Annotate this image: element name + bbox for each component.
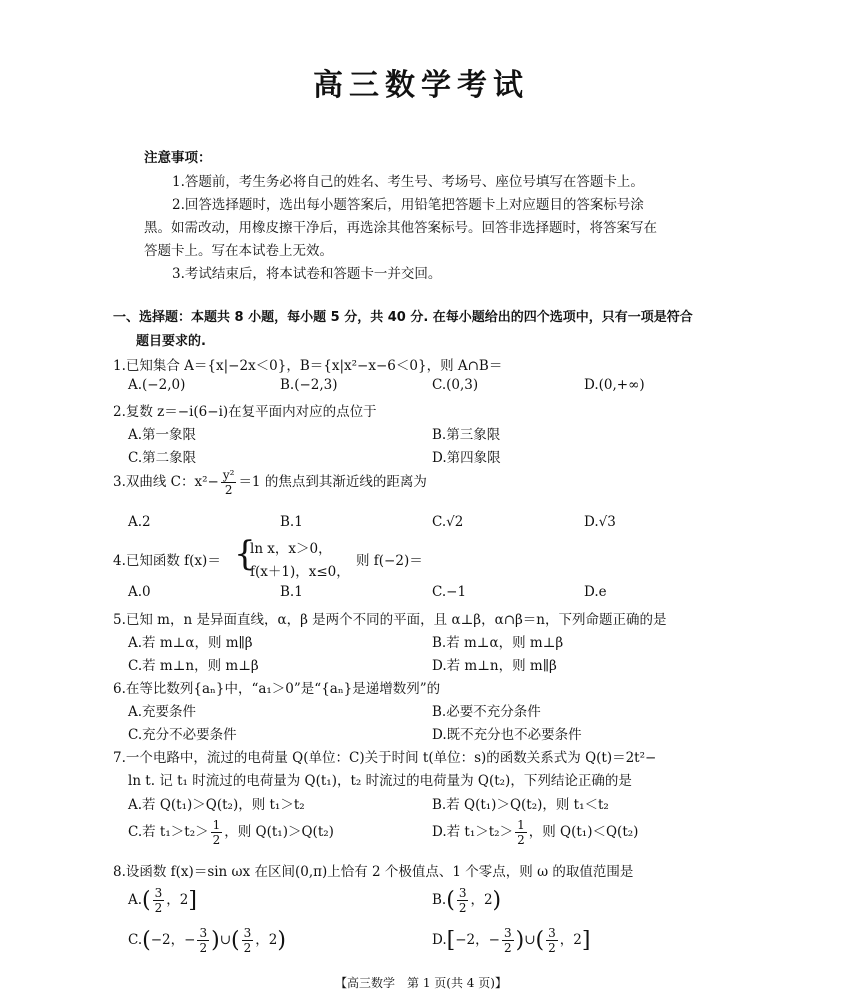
fraction-denominator: 2: [458, 901, 467, 915]
left-bracket: (: [535, 928, 545, 953]
question-3-option-d: D.√3: [584, 514, 616, 530]
notice-line-3: 3.考试结束后，将本试卷和答题卡一并交回。: [172, 266, 442, 282]
question-2-option-c: C.第二象限: [128, 450, 197, 466]
question-5-option-a: A.若 m⊥α，则 m∥β: [128, 635, 253, 651]
option-label: C.: [128, 932, 143, 948]
question-4-case-2: f(x＋1)，x≤0，: [250, 564, 350, 580]
question-3-stem-pre: 3.双曲线 C：x²−: [113, 474, 219, 490]
fraction-denominator: 2: [199, 941, 208, 955]
section-heading-cont: 题目要求的.: [136, 334, 206, 349]
right-bracket: ): [277, 928, 286, 953]
fraction: [197, 926, 209, 955]
fraction-numerator: 3: [503, 926, 512, 940]
fraction-numerator: 3: [548, 926, 556, 940]
question-8-option-c: [128, 926, 286, 955]
question-3-option-c: C.√2: [432, 514, 464, 530]
fraction-denominator: 2: [503, 941, 512, 955]
option-c-fraction: [211, 818, 223, 847]
fraction: [457, 886, 469, 915]
question-4-option-a: A.0: [128, 584, 151, 600]
option-rest: ，2: [255, 932, 278, 948]
notice-line-2: 2.回答选择题时，选出每小题答案后，用铅笔把答题卡上对应题目的答案标号涂: [172, 197, 644, 213]
fraction-numerator: 3: [199, 926, 208, 940]
fraction-denominator: 2: [243, 941, 252, 955]
question-3-stem-post: ＝1 的焦点到其渐近线的距离为: [238, 474, 427, 490]
notice-line-1: 1.答题前，考生务必将自己的姓名、考生号、考场号、座位号填写在答题卡上。: [172, 174, 644, 190]
option-d-pre: D.若 t₁＞t₂＞: [432, 824, 514, 840]
left-bracket: (: [446, 888, 455, 913]
question-3-option-a: A.2: [128, 514, 151, 530]
left-bracket: (: [142, 888, 151, 913]
question-6-stem: 6.在等比数列{aₙ}中，“a₁＞0”是“{aₙ}是递增数列”的: [113, 681, 441, 697]
fraction-numerator: 1: [212, 818, 221, 832]
question-4-option-c: C.−1: [432, 584, 467, 600]
fraction-numerator: 3: [243, 926, 252, 940]
question-4-option-d: D.e: [584, 584, 607, 600]
notice-line-2-cont: 黑。如需改动，用橡皮擦干净后，再选涂其他答案标号。回答非选择题时，将答案写在: [144, 220, 657, 236]
fraction: [546, 926, 558, 955]
question-3-stem: [113, 468, 427, 497]
notice-heading: 注意事项：: [144, 150, 212, 166]
question-2-option-d: D.第四象限: [432, 450, 501, 466]
right-bracket: ): [492, 888, 502, 913]
question-1-option-b: B.(−2,3): [280, 377, 338, 393]
question-4-option-b: B.1: [280, 584, 303, 600]
right-bracket: ): [211, 928, 220, 953]
option-d-post: ，则 Q(t₁)＜Q(t₂): [528, 824, 639, 840]
right-bracket: ): [515, 928, 525, 953]
question-5-option-d: D.若 m⊥n，则 m∥β: [432, 658, 557, 674]
option-label: A.: [128, 892, 143, 908]
question-7-stem-cont: ln t. 记 t₁ 时流过的电荷量为 Q(t₁)，t₂ 时流过的电荷量为 Q(t₂)，下列结论正确的是: [128, 773, 632, 789]
question-7-option-b: B.若 Q(t₁)＞Q(t₂)，则 t₁＜t₂: [432, 797, 609, 813]
fraction-numerator: y²: [222, 468, 235, 482]
question-8-option-b: [432, 886, 501, 915]
interval-start: −2，−: [455, 932, 500, 948]
question-1-option-d: D.(0,+∞): [584, 377, 645, 393]
section-heading: 一、选择题：本题共 8 小题，每小题 5 分，共 40 分. 在每小题给出的四个选项中，只有一项是符合: [113, 310, 693, 325]
question-7-option-a: A.若 Q(t₁)＞Q(t₂)，则 t₁＞t₂: [128, 797, 305, 813]
question-1-stem: 1.已知集合 A＝{x|−2x＜0}，B＝{x|x²−x−6＜0}，则 A∩B＝: [113, 358, 503, 374]
question-3-fraction: [221, 468, 237, 497]
fraction-denominator: 2: [212, 833, 221, 847]
right-bracket: ]: [581, 928, 591, 953]
question-5-option-c: C.若 m⊥n，则 m⊥β: [128, 658, 259, 674]
question-4-stem-pre: 4.已知函数 f(x)＝: [113, 553, 221, 569]
left-bracket: [: [446, 928, 456, 953]
fraction: [502, 926, 514, 955]
question-8-option-a: [128, 886, 197, 915]
question-2-option-a: A.第一象限: [128, 427, 197, 443]
fraction-numerator: 3: [458, 886, 467, 900]
union-symbol: ∪: [524, 932, 536, 948]
right-bracket: ]: [188, 888, 197, 913]
fraction-numerator: 3: [154, 886, 163, 900]
question-5-stem: 5.已知 m，n 是异面直线，α，β 是两个不同的平面，且 α⊥β，α∩β＝n，下列命题正确的是: [113, 612, 667, 628]
piecewise-brace: {: [234, 534, 256, 574]
question-1-option-c: C.(0,3): [432, 377, 479, 393]
question-6-option-d: D.既不充分也不必要条件: [432, 727, 582, 743]
question-8-option-d: [432, 926, 590, 955]
interval-start: −2，−: [150, 932, 196, 948]
option-rest: ，2: [559, 932, 582, 948]
question-4-stem-post: 则 f(−2)＝: [356, 553, 423, 569]
option-c-pre: C.若 t₁＞t₂＞: [128, 824, 209, 840]
option-label: D.: [432, 932, 447, 948]
question-7-option-d: [432, 818, 638, 847]
page-footer: 【高三数学 第 1 页(共 4 页)】: [335, 976, 507, 990]
page-title: 高三数学考试: [313, 68, 529, 103]
option-c-post: ，则 Q(t₁)＞Q(t₂): [224, 824, 334, 840]
question-4-case-1: ln x，x＞0，: [250, 541, 332, 557]
question-6-option-b: B.必要不充分条件: [432, 704, 541, 720]
option-label: B.: [432, 892, 447, 908]
union-symbol: ∪: [219, 932, 231, 948]
left-bracket: (: [142, 928, 151, 953]
question-6-option-a: A.充要条件: [128, 704, 197, 720]
left-bracket: (: [231, 928, 240, 953]
fraction: [242, 926, 254, 955]
question-2-stem: 2.复数 z＝−i(6−i)在复平面内对应的点位于: [113, 404, 377, 420]
option-rest: ，2: [166, 892, 189, 908]
fraction-denominator: 2: [154, 901, 163, 915]
notice-line-2-end: 答题卡上。写在本试卷上无效。: [144, 243, 333, 259]
question-6-option-c: C.充分不必要条件: [128, 727, 237, 743]
question-1-option-a: A.(−2,0): [128, 377, 186, 393]
fraction-denominator: 2: [548, 941, 556, 955]
fraction: [153, 886, 165, 915]
question-5-option-b: B.若 m⊥α，则 m⊥β: [432, 635, 564, 651]
fraction-denominator: 2: [517, 833, 525, 847]
question-3-option-b: B.1: [280, 514, 303, 530]
question-8-stem: 8.设函数 f(x)＝sin ωx 在区间(0,π)上恰有 2 个极值点、1 个零点，则 ω 的取值范围是: [113, 864, 634, 880]
fraction-numerator: 1: [517, 818, 525, 832]
question-7-option-c: [128, 818, 334, 847]
option-d-fraction: [515, 818, 527, 847]
question-2-option-b: B.第三象限: [432, 427, 501, 443]
fraction-denominator: 2: [224, 483, 233, 497]
option-rest: ，2: [470, 892, 493, 908]
question-7-stem: 7.一个电路中，流过的电荷量 Q(单位：C)关于时间 t(单位：s)的函数关系式为 Q(t)＝2t²−: [113, 750, 657, 766]
